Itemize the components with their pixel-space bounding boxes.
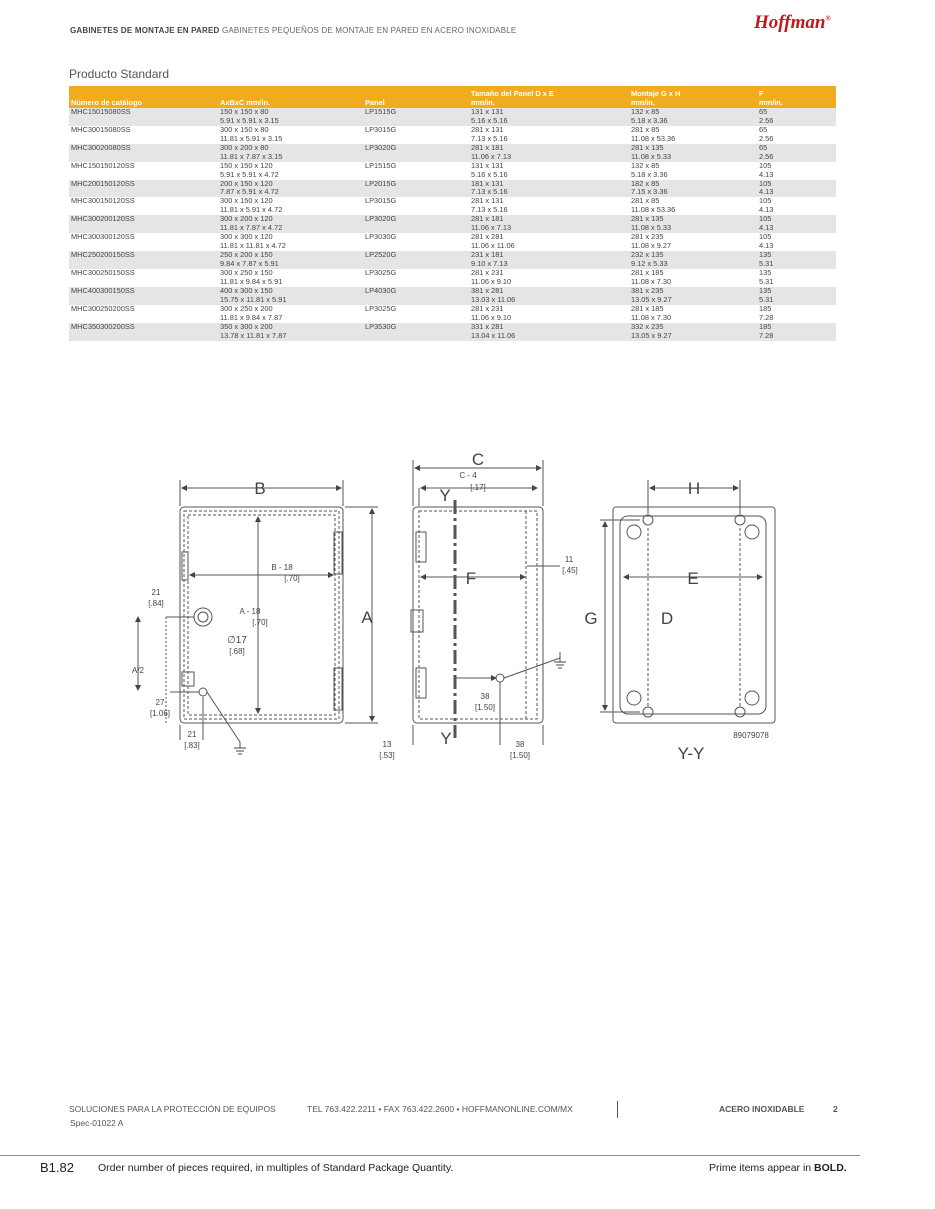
section-title: Producto Standard [69,67,170,81]
table-cell: 185 7.28 [757,305,836,323]
table-cell: 350 x 300 x 200 13.78 x 11.81 x 7.87 [218,323,363,341]
dim-e: E [687,569,699,588]
dim-11in: [.45] [562,566,578,575]
dim-21b: 21 [187,730,197,739]
dim-27: 27 [155,698,165,707]
table-cell: 281 x 235 11.08 x 9.27 [629,233,757,251]
dim-38bin: [1.50] [509,751,531,760]
table-header-cell: Panel [363,86,469,108]
table-cell: 250 x 200 x 150 9.84 x 7.87 x 5.91 [218,251,363,269]
table-cell: LP2520G [363,251,469,269]
table-cell: MHC15015080SS [69,108,218,126]
table-cell: 135 5.31 [757,287,836,305]
dim-38in: [1.50] [474,703,496,712]
dim-38: 38 [480,692,490,701]
table-row [69,126,836,144]
table-row [69,287,836,305]
table-header-row [69,86,836,108]
table-row [69,215,836,233]
header-title-bold: GABINETES DE MONTAJE EN PARED [70,26,220,35]
table-row [69,305,836,323]
table-cell: MHC300300120SS [69,233,218,251]
table-cell: 131 x 131 5.16 x 5.16 [469,108,629,126]
table-cell: MHC400300150SS [69,287,218,305]
dim-a2: A/2 [131,666,145,675]
table-cell: 135 5.31 [757,251,836,269]
table-cell: 300 x 250 x 150 11.81 x 9.84 x 5.91 [218,269,363,287]
table-cell: 131 x 131 5.16 x 5.16 [469,162,629,180]
bottom-divider [0,1155,860,1156]
view-label: Y-Y [677,744,705,763]
table-cell: 281 x 281 11.06 x 11.06 [469,233,629,251]
table-cell: MHC200150120SS [69,180,218,198]
table-row [69,269,836,287]
table-cell: 281 x 131 7.13 x 5.16 [469,197,629,215]
dim-b18in: [.70] [284,574,300,583]
table-cell: 135 5.31 [757,269,836,287]
dim-13: 13 [382,740,392,749]
table-cell: MHC300200120SS [69,215,218,233]
table-cell: 281 x 185 11.08 x 7.30 [629,305,757,323]
dim-21bin: [.83] [184,741,200,750]
table-cell: 300 x 300 x 120 11.81 x 11.81 x 4.72 [218,233,363,251]
table-cell: 105 4.13 [757,180,836,198]
table-cell: 281 x 135 11.08 x 5.33 [629,144,757,162]
footer-page: 2 [833,1104,838,1114]
table-row [69,323,836,341]
table-cell: 200 x 150 x 120 7.87 x 5.91 x 4.72 [218,180,363,198]
dim-11: 11 [564,555,574,564]
dim-b18: B - 18 [271,563,293,572]
dim-dia: ∅17 [227,635,247,646]
table-cell: 185 7.28 [757,323,836,341]
table-cell: MHC300250200SS [69,305,218,323]
dim-g: G [584,609,598,628]
footer-contact: TEL 763.422.2211 • FAX 763.422.2600 • HOFFMANONLINE.COM/MX [307,1104,573,1114]
footer-divider [617,1101,618,1118]
table-header-cell: AxBxC mm/in. [218,86,363,108]
dim-a: A [361,608,373,627]
table-cell: LP3025G [363,269,469,287]
table-cell: MHC350300200SS [69,323,218,341]
dim-21: 21 [151,588,161,597]
table-cell: LP3025G [363,305,469,323]
section-y-top: Y [439,486,451,505]
table-cell: 65 2.56 [757,126,836,144]
table-cell: 281 x 181 11.06 x 7.13 [469,144,629,162]
table-cell: 281 x 131 7.13 x 5.16 [469,126,629,144]
table-cell: LP3015G [363,197,469,215]
table-row [69,144,836,162]
table-cell: MHC250200150SS [69,251,218,269]
section-y-bottom: Y [440,729,452,748]
dim-h: H [687,479,701,498]
table-cell: LP3530G [363,323,469,341]
table-cell: 232 x 135 9.12 x 5.33 [629,251,757,269]
table-header-cell: F mm/in. [757,86,836,108]
rear-view [600,480,775,723]
table-cell: MHC150150120SS [69,162,218,180]
table-cell: 281 x 85 11.08 x 53.36 [629,197,757,215]
footer-left: SOLUCIONES PARA LA PROTECCIÓN DE EQUIPOS [69,1104,276,1114]
footer-spec: Spec-01022 A [70,1118,124,1128]
table-cell: 300 x 200 x 80 11.81 x 7.87 x 3.15 [218,144,363,162]
dim-c4in: [.17] [470,483,486,492]
table-cell: 281 x 185 11.08 x 7.30 [629,269,757,287]
table-cell: 281 x 181 11.06 x 7.13 [469,215,629,233]
table-body [69,108,836,341]
table-cell: LP3030G [363,233,469,251]
table-cell: MHC30020080SS [69,144,218,162]
table-cell: LP3015G [363,126,469,144]
table-cell: 300 x 200 x 120 11.81 x 7.87 x 4.72 [218,215,363,233]
dim-c4: C - 4 [459,471,477,480]
table-cell: 105 4.13 [757,197,836,215]
table-cell: 300 x 150 x 120 11.81 x 5.91 x 4.72 [218,197,363,215]
dim-38b: 38 [515,740,525,749]
table-cell: 65 2.56 [757,108,836,126]
table-cell: 231 x 181 9.10 x 7.13 [469,251,629,269]
table-cell: 300 x 150 x 80 11.81 x 5.91 x 3.15 [218,126,363,144]
part-number: 89079078 [733,731,769,740]
table-cell: LP1515G [363,162,469,180]
table-header-cell: Número de catálogo [69,86,218,108]
table-cell: 150 x 150 x 120 5.91 x 5.91 x 4.72 [218,162,363,180]
hoffman-logo: Hoffman® [754,12,831,33]
dim-27in: [1.06] [149,709,171,718]
table-cell: 105 4.13 [757,233,836,251]
enclosure-drawing [0,440,935,770]
table-cell: 331 x 281 13.04 x 11.06 [469,323,629,341]
table-cell: 105 4.13 [757,162,836,180]
dim-d: D [660,609,674,628]
table-cell: 65 2.56 [757,144,836,162]
dim-b: B [254,479,266,498]
dim-21in: [.84] [148,599,164,608]
table-cell: LP3020G [363,144,469,162]
table-cell: 281 x 231 11.06 x 9.10 [469,269,629,287]
table-cell: 182 x 85 7.15 x 3.36 [629,180,757,198]
table-cell: 281 x 135 11.08 x 5.33 [629,215,757,233]
dim-13in: [.53] [379,751,395,760]
table-cell: 105 4.13 [757,215,836,233]
table-row [69,233,836,251]
dim-c: C [471,450,485,469]
table-cell: LP4030G [363,287,469,305]
footer-material: ACERO INOXIDABLE [719,1104,805,1114]
table-cell: 300 x 250 x 200 11.81 x 9.84 x 7.87 [218,305,363,323]
page-header [70,26,516,35]
dim-a18in: [.70] [252,618,268,627]
bottom-note: Order number of pieces required, in multiples of Standard Package Quantity. [98,1162,454,1174]
header-title-rest: GABINETES PEQUEÑOS DE MONTAJE EN PARED EN ACERO INOXIDABLE [221,26,517,35]
table-cell: 281 x 85 11.08 x 53.36 [629,126,757,144]
table-row [69,180,836,198]
table-cell: LP1515G [363,108,469,126]
bottom-page-number: B1.82 [40,1160,74,1175]
table-cell: 332 x 235 13.05 x 9.27 [629,323,757,341]
dim-a18: A - 18 [239,607,261,616]
table-cell: 181 x 131 7.13 x 5.16 [469,180,629,198]
table-cell: 132 x 85 5.18 x 3.36 [629,162,757,180]
table-cell: LP3020G [363,215,469,233]
table-cell: LP2015G [363,180,469,198]
dim-f: F [465,569,477,588]
table-cell: 400 x 300 x 150 15.75 x 11.81 x 5.91 [218,287,363,305]
bottom-prime-note: Prime items appear in BOLD. [709,1162,847,1174]
table-cell: 381 x 281 13.03 x 11.06 [469,287,629,305]
table-cell: 132 x 85 5.18 x 3.36 [629,108,757,126]
table-cell: 281 x 231 11.06 x 9.10 [469,305,629,323]
table-row [69,197,836,215]
table-row [69,108,836,126]
table-cell: 381 x 235 13.05 x 9.27 [629,287,757,305]
table-row [69,162,836,180]
dim-diain: [.68] [229,647,245,656]
table-header-cell: Tamaño del Panel D x E mm/in. [469,86,629,108]
table-cell: MHC30015080SS [69,126,218,144]
table-row [69,251,836,269]
table-cell: MHC300250150SS [69,269,218,287]
table-cell: MHC300150120SS [69,197,218,215]
table-header-cell: Montaje G x H mm/in. [629,86,757,108]
table-cell: 150 x 150 x 80 5.91 x 5.91 x 3.15 [218,108,363,126]
spec-table [69,86,836,341]
